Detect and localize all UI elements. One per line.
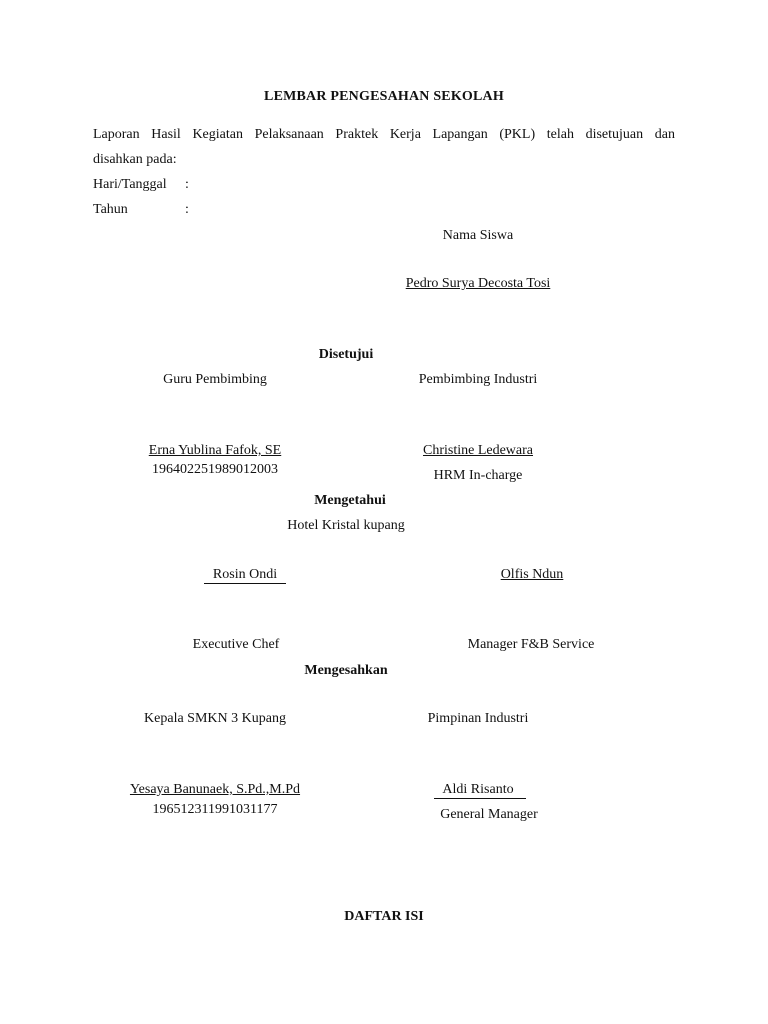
field-separator: : [185, 202, 189, 217]
pembimbing-industri-name: Christine Ledewara [422, 443, 534, 458]
daftar-isi-heading: DAFTAR ISI [344, 909, 424, 924]
signature-underline [204, 583, 286, 584]
mengesahkan-heading: Mengesahkan [304, 663, 388, 678]
kepala-sekolah-name: Yesaya Banunaek, S.Pd.,M.Pd [129, 782, 301, 797]
intro-paragraph [93, 122, 675, 172]
mengetahui-left-name: Rosin Ondi [212, 567, 278, 582]
mengetahui-left-position: Executive Chef [192, 637, 280, 652]
mengetahui-right-position: Manager F&B Service [467, 637, 595, 652]
field-tahun [93, 201, 189, 219]
field-separator: : [185, 177, 189, 192]
mengetahui-heading: Mengetahui [314, 493, 386, 508]
signature-underline [434, 798, 526, 799]
mengetahui-right-name: Olfis Ndun [500, 567, 564, 582]
pembimbing-industri-position: HRM In-charge [433, 468, 523, 483]
mengetahui-org: Hotel Kristal kupang [287, 518, 405, 533]
pimpinan-industri-role: Pimpinan Industri [427, 711, 529, 726]
kepala-sekolah-id: 196512311991031177 [152, 802, 278, 817]
kepala-sekolah-role: Kepala SMKN 3 Kupang [144, 711, 286, 726]
page-title: LEMBAR PENGESAHAN SEKOLAH [264, 89, 504, 104]
guru-pembimbing-name: Erna Yublina Fafok, SE [148, 443, 282, 458]
student-name: Pedro Surya Decosta Tosi [405, 276, 551, 291]
guru-pembimbing-role: Guru Pembimbing [163, 372, 267, 387]
field-label: Hari/Tanggal [93, 177, 167, 192]
pimpinan-industri-name: Aldi Risanto [442, 782, 514, 797]
field-label: Tahun [93, 202, 128, 217]
field-hari-tanggal [93, 176, 189, 194]
student-heading: Nama Siswa [442, 228, 514, 243]
guru-pembimbing-id: 196402251989012003 [152, 462, 278, 477]
pembimbing-industri-role: Pembimbing Industri [418, 372, 538, 387]
intro-line-1: Laporan Hasil Kegiatan Pelaksanaan Praktek Kerja Lapangan (PKL) telah disetujuan dan [93, 127, 675, 142]
intro-line-2: disahkan pada: [93, 152, 177, 167]
disetujui-heading: Disetujui [318, 347, 374, 362]
pimpinan-industri-position: General Manager [440, 807, 538, 822]
